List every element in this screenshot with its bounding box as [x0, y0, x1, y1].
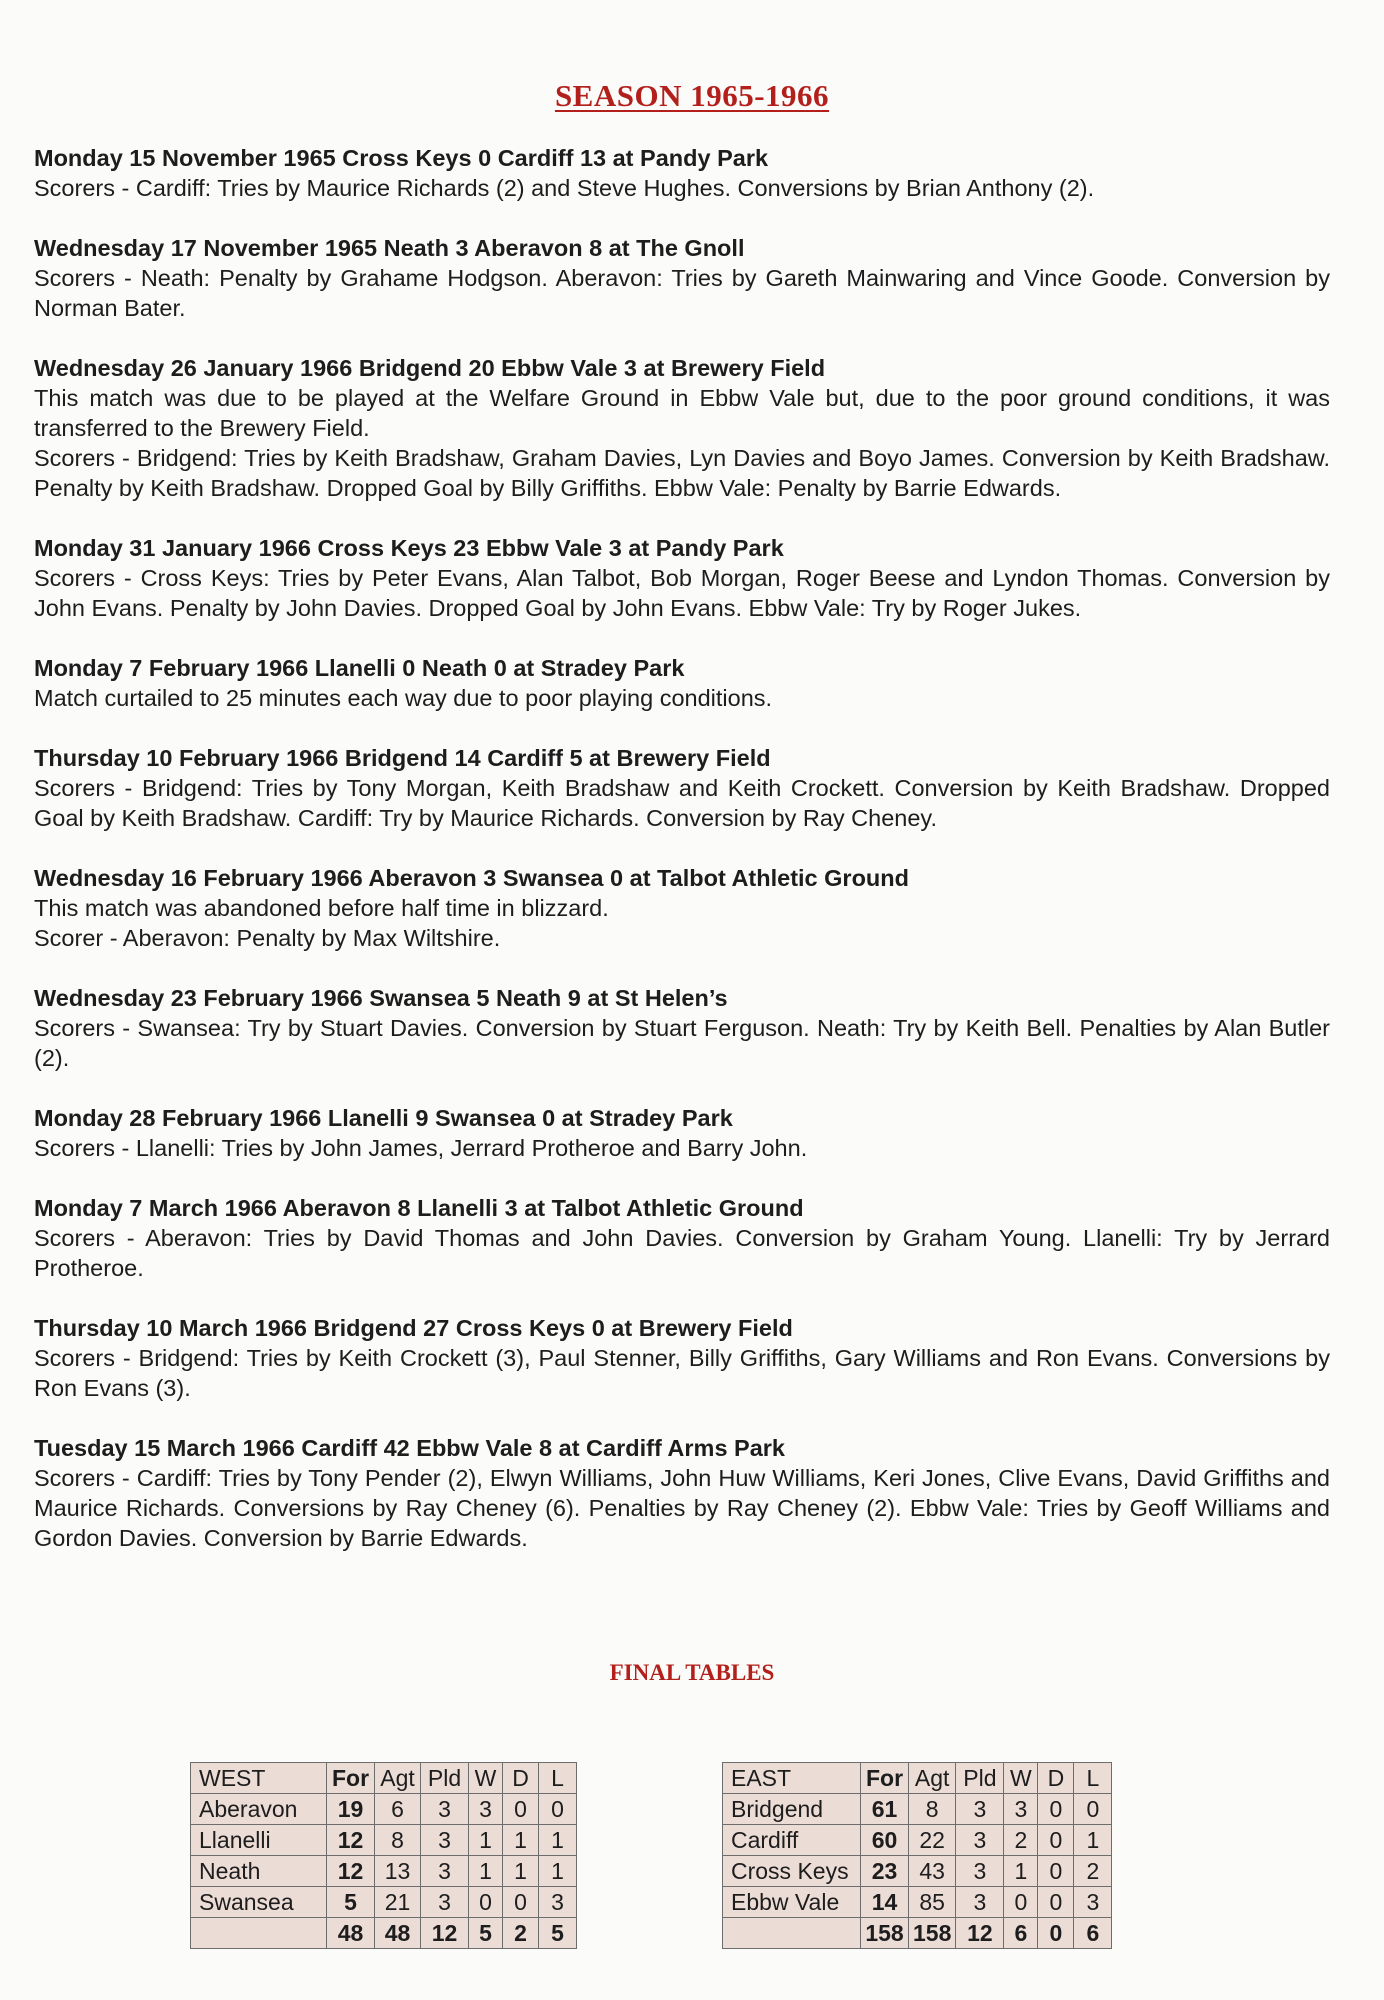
- season-title: [0, 78, 1384, 114]
- match-heading: Wednesday 23 February 1966 Swansea 5 Neath 9 at St Helen’s: [34, 985, 728, 1011]
- match-entry: [34, 1433, 1330, 1553]
- match-heading: Thursday 10 March 1966 Bridgend 27 Cross Keys 0 at Brewery Field: [34, 1315, 793, 1341]
- stat-cell: D: [503, 1763, 539, 1794]
- stat-cell: 1: [539, 1856, 577, 1887]
- stat-cell: 2: [1074, 1856, 1112, 1887]
- stat-cell: 5: [539, 1918, 577, 1949]
- stat-cell: 0: [1038, 1887, 1074, 1918]
- team-cell: Neath: [191, 1856, 327, 1887]
- stat-cell: 0: [1038, 1918, 1074, 1949]
- stat-cell: 43: [909, 1856, 956, 1887]
- match-list: [34, 143, 1330, 1583]
- table-row: [723, 1856, 1112, 1887]
- stat-cell: 19: [327, 1794, 375, 1825]
- match-detail: Scorers - Bridgend: Tries by Keith Crockett (3), Paul Stenner, Billy Griffiths, Gary Williams and Ron Evans. Conversions by Ron Evans (3).: [34, 1345, 1330, 1401]
- stat-cell: 1: [539, 1825, 577, 1856]
- match-detail: This match was abandoned before half time in blizzard.: [34, 895, 609, 921]
- match-entry: [34, 233, 1330, 323]
- match-detail: Scorers - Swansea: Try by Stuart Davies. Conversion by Stuart Ferguson. Neath: Try by Keith Bell. Penalties by Alan Butler (2).: [34, 1015, 1330, 1071]
- team-cell: Cardiff: [723, 1825, 861, 1856]
- table-header-row: [723, 1763, 1112, 1794]
- match-heading: Monday 7 February 1966 Llanelli 0 Neath 0 at Stradey Park: [34, 655, 685, 681]
- match-heading: Monday 28 February 1966 Llanelli 9 Swansea 0 at Stradey Park: [34, 1105, 733, 1131]
- stat-cell: 12: [327, 1856, 375, 1887]
- stat-cell: 14: [861, 1887, 909, 1918]
- team-cell: WEST: [191, 1763, 327, 1794]
- match-detail: Scorers - Cardiff: Tries by Tony Pender (2), Elwyn Williams, John Huw Williams, Keri Jones, Clive Evans, David Griffiths and Maurice Richards. Conversions by Ray Cheney (6). Penalties by Ray Cheney (2). Ebbw Vale: Tries by Geoff Williams and Gordon Davies. Conversion by Barrie Edwards.: [34, 1465, 1330, 1551]
- stat-cell: 0: [1038, 1856, 1074, 1887]
- stat-cell: 3: [539, 1887, 577, 1918]
- stat-cell: 0: [1038, 1794, 1074, 1825]
- stat-cell: L: [539, 1763, 577, 1794]
- stat-cell: 2: [1004, 1825, 1038, 1856]
- stat-cell: 48: [327, 1918, 375, 1949]
- match-detail: Scorers - Aberavon: Tries by David Thomas and John Davies. Conversion by Graham Young. Llanelli: Try by Jerrard Protheroe.: [34, 1225, 1330, 1281]
- match-entry: [34, 1193, 1330, 1283]
- stat-cell: 3: [421, 1856, 469, 1887]
- stat-cell: 0: [1004, 1887, 1038, 1918]
- stat-cell: 6: [375, 1794, 421, 1825]
- east-table: [722, 1762, 1112, 1949]
- season-title-text: SEASON 1965-1966: [554, 78, 830, 113]
- stat-cell: 3: [421, 1825, 469, 1856]
- stat-cell: 0: [503, 1794, 539, 1825]
- stat-cell: 12: [956, 1918, 1004, 1949]
- stat-cell: Agt: [909, 1763, 956, 1794]
- match-entry: [34, 1313, 1330, 1403]
- stat-cell: 5: [469, 1918, 503, 1949]
- table-row: [723, 1887, 1112, 1918]
- stat-cell: 1: [503, 1825, 539, 1856]
- table-total-row: [723, 1918, 1112, 1949]
- match-entry: [34, 863, 1330, 953]
- stat-cell: 1: [1074, 1825, 1112, 1856]
- stat-cell: 22: [909, 1825, 956, 1856]
- west-table: [190, 1762, 577, 1949]
- match-heading: Monday 7 March 1966 Aberavon 8 Llanelli 3 at Talbot Athletic Ground: [34, 1195, 804, 1221]
- stat-cell: 3: [421, 1887, 469, 1918]
- table-header-row: [191, 1763, 577, 1794]
- stat-cell: 3: [956, 1825, 1004, 1856]
- match-entry: [34, 743, 1330, 833]
- stat-cell: 1: [469, 1825, 503, 1856]
- match-detail: Scorers - Bridgend: Tries by Keith Bradshaw, Graham Davies, Lyn Davies and Boyo James. Conversion by Keith Bradshaw. Penalty by Keith Bradshaw. Dropped Goal by Billy Griffiths. Ebbw Vale: Penalty by Barrie Edwards.: [34, 445, 1330, 501]
- stat-cell: 3: [956, 1794, 1004, 1825]
- stat-cell: For: [327, 1763, 375, 1794]
- stat-cell: 13: [375, 1856, 421, 1887]
- stat-cell: 2: [503, 1918, 539, 1949]
- stat-cell: L: [1074, 1763, 1112, 1794]
- table-row: [191, 1825, 577, 1856]
- stat-cell: W: [1004, 1763, 1038, 1794]
- stat-cell: Pld: [956, 1763, 1004, 1794]
- stat-cell: 23: [861, 1856, 909, 1887]
- stat-cell: W: [469, 1763, 503, 1794]
- stat-cell: 61: [861, 1794, 909, 1825]
- match-entry: [34, 143, 1330, 203]
- stat-cell: 6: [1004, 1918, 1038, 1949]
- final-tables-title: FINAL TABLES: [609, 1660, 775, 1685]
- match-detail: Scorer - Aberavon: Penalty by Max Wiltshire.: [34, 925, 501, 951]
- team-cell: Bridgend: [723, 1794, 861, 1825]
- match-heading: Tuesday 15 March 1966 Cardiff 42 Ebbw Vale 8 at Cardiff Arms Park: [34, 1435, 786, 1461]
- table-row: [723, 1825, 1112, 1856]
- match-detail: Scorers - Neath: Penalty by Grahame Hodgson. Aberavon: Tries by Gareth Mainwaring and Vince Goode. Conversion by Norman Bater.: [34, 265, 1330, 321]
- stat-cell: 5: [327, 1887, 375, 1918]
- stat-cell: D: [1038, 1763, 1074, 1794]
- stat-cell: 3: [1074, 1887, 1112, 1918]
- stat-cell: 0: [539, 1794, 577, 1825]
- team-cell: [723, 1918, 861, 1949]
- stat-cell: Pld: [421, 1763, 469, 1794]
- team-cell: Aberavon: [191, 1794, 327, 1825]
- stat-cell: 1: [503, 1856, 539, 1887]
- stat-cell: 3: [956, 1887, 1004, 1918]
- match-heading: Monday 15 November 1965 Cross Keys 0 Cardiff 13 at Pandy Park: [34, 145, 769, 171]
- stat-cell: 0: [1038, 1825, 1074, 1856]
- stat-cell: 85: [909, 1887, 956, 1918]
- team-cell: EAST: [723, 1763, 861, 1794]
- stat-cell: 1: [1004, 1856, 1038, 1887]
- match-heading: Wednesday 26 January 1966 Bridgend 20 Ebbw Vale 3 at Brewery Field: [34, 355, 826, 381]
- stat-cell: 6: [1074, 1918, 1112, 1949]
- table-row: [191, 1794, 577, 1825]
- team-cell: Cross Keys: [723, 1856, 861, 1887]
- team-cell: Ebbw Vale: [723, 1887, 861, 1918]
- stat-cell: 48: [375, 1918, 421, 1949]
- stat-cell: 8: [909, 1794, 956, 1825]
- stat-cell: 3: [1004, 1794, 1038, 1825]
- stat-cell: 158: [861, 1918, 909, 1949]
- match-entry: [34, 353, 1330, 503]
- stat-cell: 12: [421, 1918, 469, 1949]
- stat-cell: 3: [956, 1856, 1004, 1887]
- stat-cell: 12: [327, 1825, 375, 1856]
- team-cell: Llanelli: [191, 1825, 327, 1856]
- team-cell: Swansea: [191, 1887, 327, 1918]
- match-heading: Wednesday 16 February 1966 Aberavon 3 Swansea 0 at Talbot Athletic Ground: [34, 865, 909, 891]
- match-detail: Scorers - Bridgend: Tries by Tony Morgan, Keith Bradshaw and Keith Crockett. Conversion by Keith Bradshaw. Dropped Goal by Keith Bradshaw. Cardiff: Try by Maurice Richards. Conversion by Ray Cheney.: [34, 775, 1330, 831]
- stat-cell: 0: [503, 1887, 539, 1918]
- match-entry: [34, 1103, 1330, 1163]
- match-entry: [34, 983, 1330, 1073]
- match-heading: Thursday 10 February 1966 Bridgend 14 Cardiff 5 at Brewery Field: [34, 745, 771, 771]
- stat-cell: 21: [375, 1887, 421, 1918]
- team-cell: [191, 1918, 327, 1949]
- match-detail: Scorers - Llanelli: Tries by John James, Jerrard Protheroe and Barry John.: [34, 1135, 808, 1161]
- table-total-row: [191, 1918, 577, 1949]
- match-entry: [34, 533, 1330, 623]
- stat-cell: 3: [421, 1794, 469, 1825]
- stat-cell: 1: [469, 1856, 503, 1887]
- stat-cell: 8: [375, 1825, 421, 1856]
- table-row: [191, 1856, 577, 1887]
- table-row: [723, 1794, 1112, 1825]
- stat-cell: For: [861, 1763, 909, 1794]
- table-row: [191, 1887, 577, 1918]
- match-detail: This match was due to be played at the Welfare Ground in Ebbw Vale but, due to the poor ground conditions, it was transferred to the Brewery Field.: [34, 385, 1330, 441]
- match-entry: [34, 653, 1330, 713]
- match-detail: Scorers - Cross Keys: Tries by Peter Evans, Alan Talbot, Bob Morgan, Roger Beese and Lyndon Thomas. Conversion by John Evans. Penalty by John Davies. Dropped Goal by John Evans. Ebbw Vale: Try by Roger Jukes.: [34, 565, 1330, 621]
- match-detail: Scorers - Cardiff: Tries by Maurice Richards (2) and Steve Hughes. Conversions by Brian Anthony (2).: [34, 175, 1095, 201]
- stat-cell: 60: [861, 1825, 909, 1856]
- stat-cell: 0: [1074, 1794, 1112, 1825]
- stat-cell: 158: [909, 1918, 956, 1949]
- match-heading: Monday 31 January 1966 Cross Keys 23 Ebbw Vale 3 at Pandy Park: [34, 535, 784, 561]
- match-detail: Match curtailed to 25 minutes each way due to poor playing conditions.: [34, 685, 773, 711]
- match-heading: Wednesday 17 November 1965 Neath 3 Aberavon 8 at The Gnoll: [34, 235, 745, 261]
- stat-cell: 0: [469, 1887, 503, 1918]
- stat-cell: Agt: [375, 1763, 421, 1794]
- stat-cell: 3: [469, 1794, 503, 1825]
